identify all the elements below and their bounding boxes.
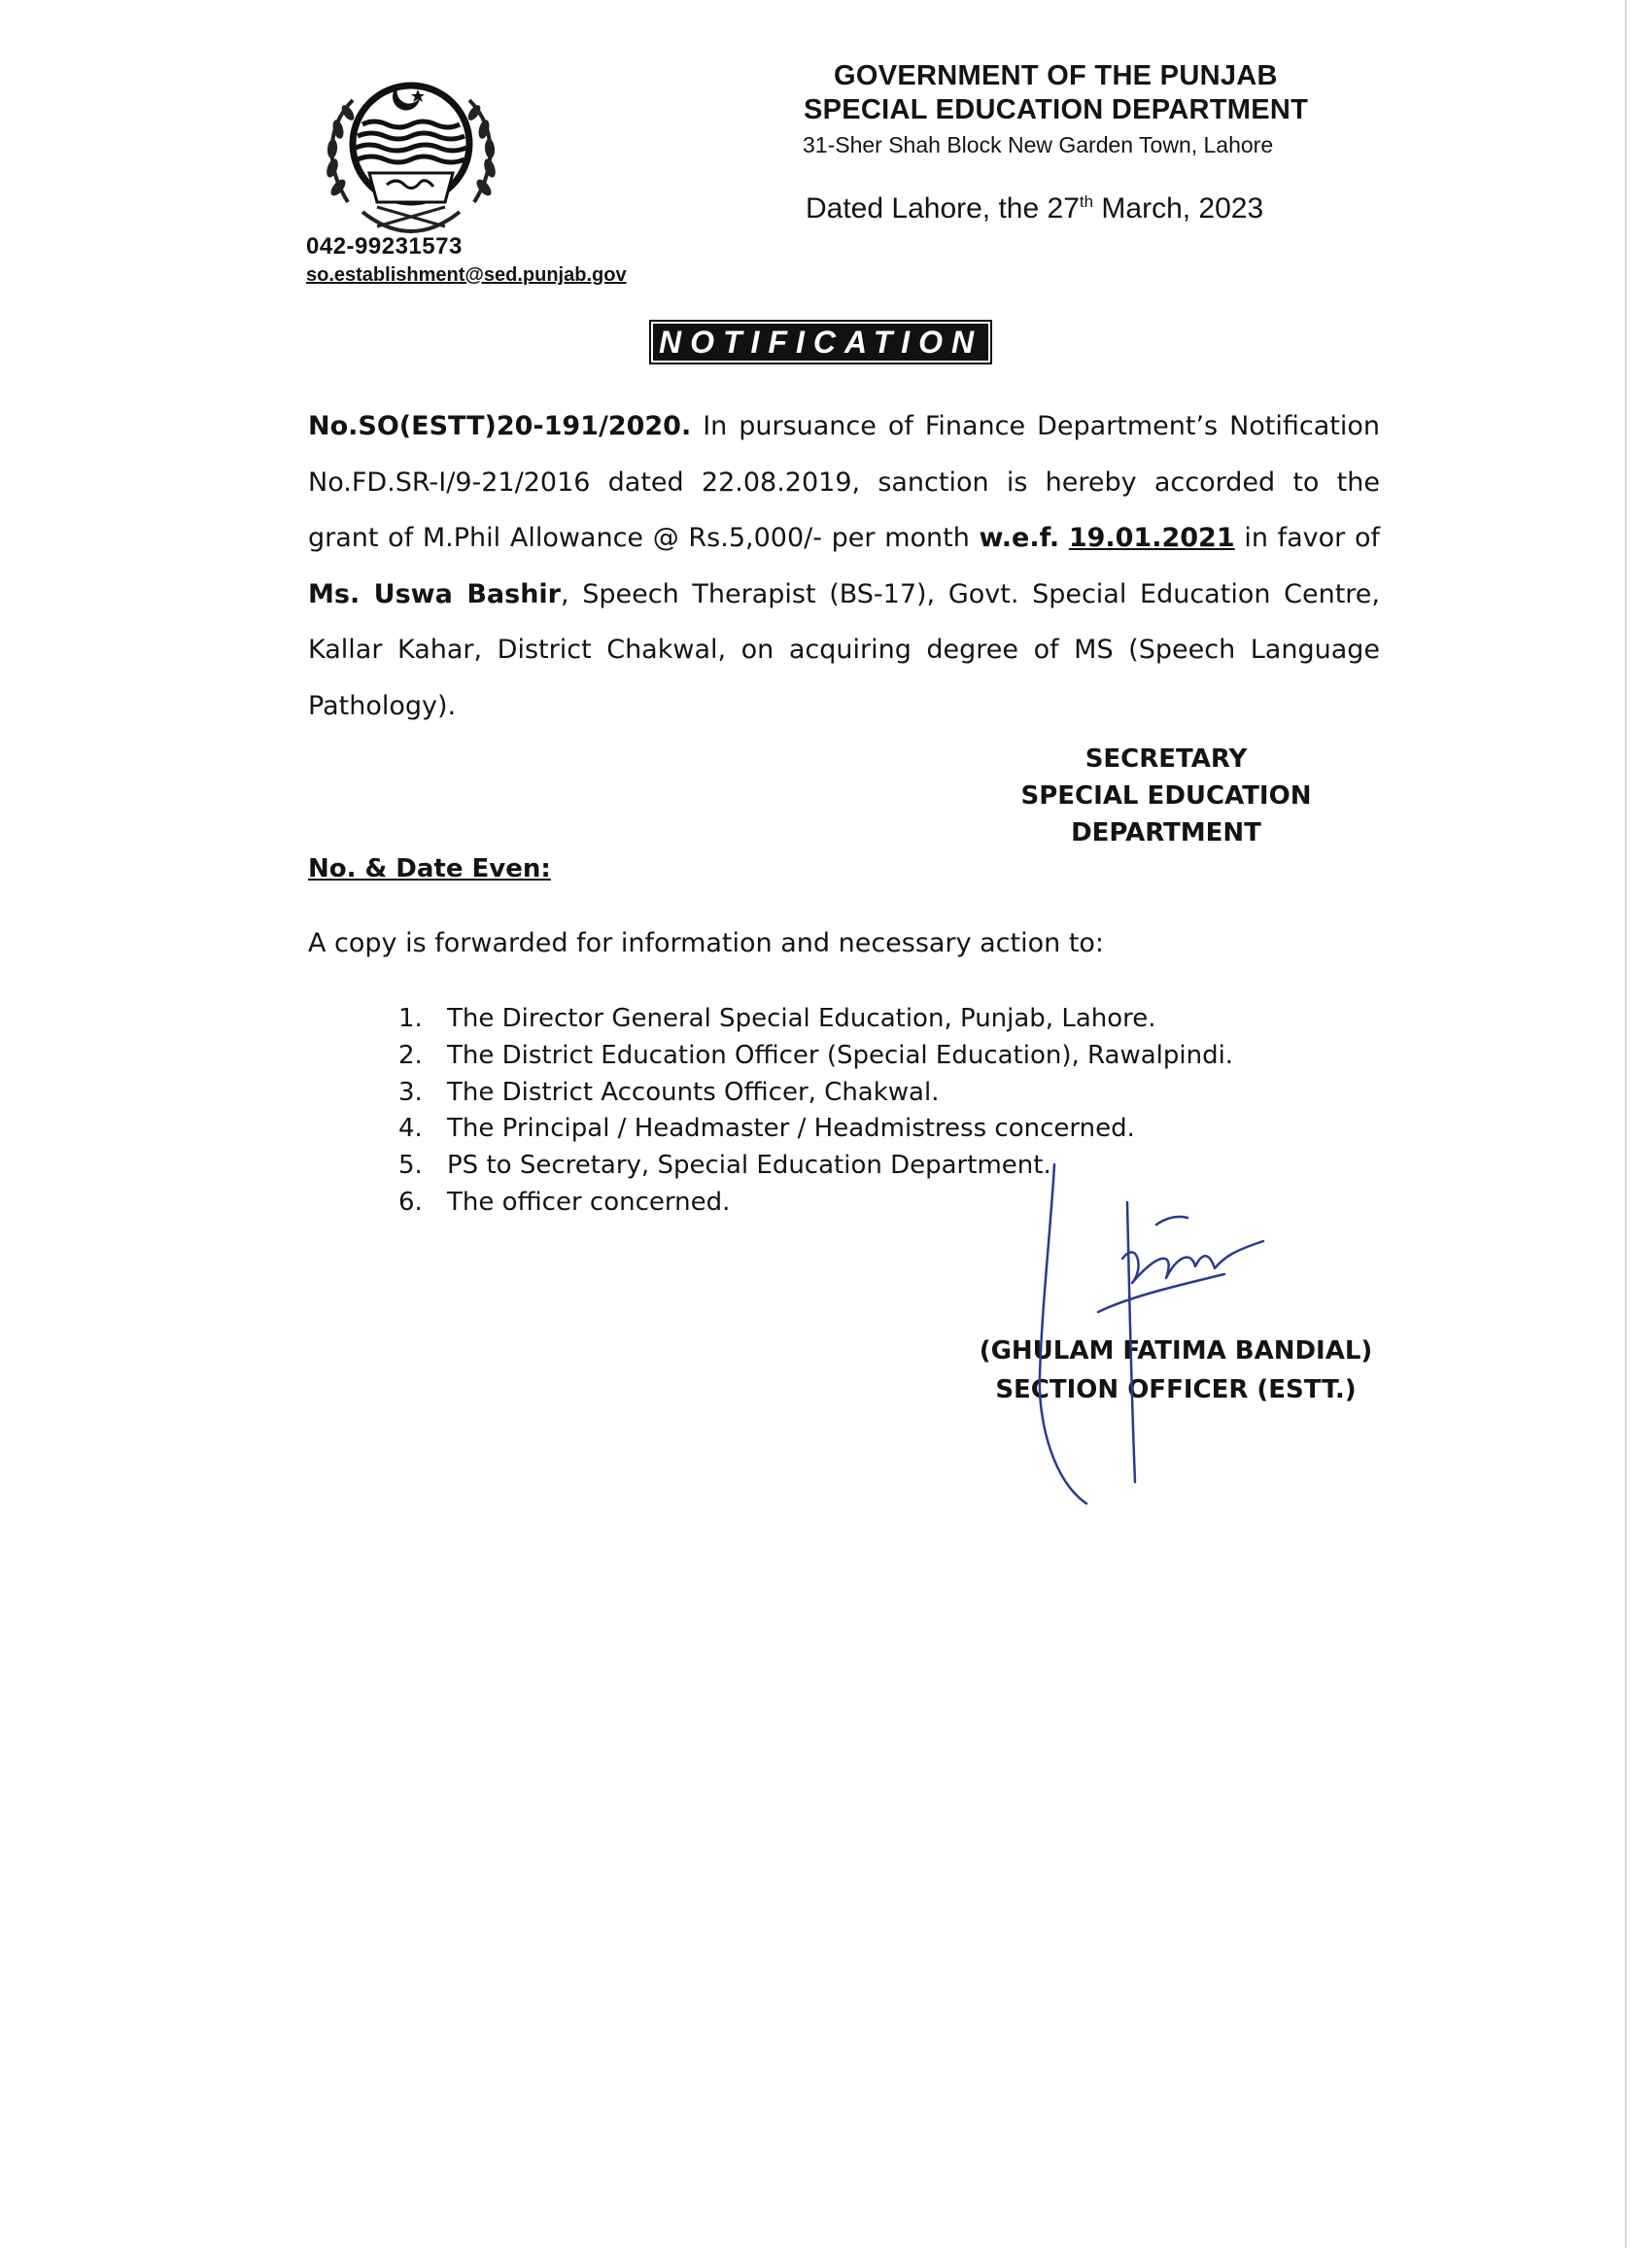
- list-number: 1.: [398, 1004, 423, 1033]
- secretary-line-1: SECRETARY: [1084, 744, 1248, 774]
- list-item: [398, 1001, 1233, 1038]
- list-number: 2.: [398, 1040, 423, 1070]
- dated-superscript: th: [1079, 192, 1094, 211]
- list-item: [398, 1038, 1233, 1075]
- list-text: The District Education Officer (Special Education), Rawalpindi.: [447, 1040, 1234, 1070]
- wef-date: 19.01.2021: [1068, 523, 1235, 553]
- list-text: The Director General Special Education, Punjab, Lahore.: [447, 1004, 1156, 1033]
- dated-prefix: Dated Lahore, the 27: [806, 192, 1080, 225]
- department-address: 31-Sher Shah Block New Garden Town, Lahore: [803, 132, 1274, 157]
- officer-name: (GHULAM FATIMA BANDIAL): [979, 1336, 1373, 1366]
- list-item: [398, 1111, 1233, 1148]
- reference-number: No.SO(ESTT)20-191/2020.: [308, 411, 692, 441]
- secretary-line-3: DEPARTMENT: [1071, 818, 1261, 847]
- list-number: 6.: [398, 1187, 423, 1217]
- dated-line: [806, 192, 1263, 225]
- page-edge: [1625, 0, 1627, 2248]
- notification-body: [308, 398, 1380, 734]
- wef-label: w.e.f.: [979, 523, 1060, 553]
- phone-number: 042-99231573: [306, 233, 463, 259]
- department-title: SPECIAL EDUCATION DEPARTMENT: [804, 94, 1309, 125]
- list-number: 4.: [398, 1114, 423, 1144]
- body-text-1: In pursuance of Finance Department’s Notification No.FD.SR-I/9-21/2016 dated 22.08.2019, sanction is hereby accorded to the grant of M.Phil Allowance @ Rs.5,000/- per month: [308, 411, 1380, 553]
- list-text: PS to Secretary, Special Education Department.: [447, 1151, 1051, 1181]
- list-number: 5.: [398, 1151, 423, 1181]
- list-number: 3.: [398, 1077, 423, 1107]
- list-item: [398, 1075, 1233, 1112]
- secretary-block: [972, 741, 1360, 851]
- body-text-2: in favor of: [1234, 523, 1380, 553]
- handwritten-signature: [1030, 1161, 1312, 1511]
- no-date-even-heading: No. & Date Even:: [308, 854, 551, 883]
- body-text-3: , Speech Therapist (BS-17), Govt. Special Education Centre, Kallar Kahar, District Chakwal, on acquiring degree of MS (Speech Language Pathology).: [308, 578, 1380, 721]
- dated-suffix: March, 2023: [1093, 192, 1264, 225]
- government-title: GOVERNMENT OF THE PUNJAB: [834, 60, 1278, 91]
- secretary-line-2: SPECIAL EDUCATION: [1020, 781, 1312, 811]
- employee-name: Ms. Uswa Bashir: [308, 578, 561, 609]
- officer-designation: SECTION OFFICER (ESTT.): [995, 1375, 1357, 1404]
- email-address: so.establishment@sed.punjab.gov: [306, 264, 627, 286]
- list-text: The officer concerned.: [447, 1187, 731, 1217]
- punjab-emblem-logo: [309, 56, 513, 251]
- copy-forward-intro: A copy is forwarded for information and necessary action to:: [308, 928, 1105, 958]
- list-text: The Principal / Headmaster / Headmistress concerned.: [447, 1114, 1135, 1144]
- notification-title: NOTIFICATION: [653, 324, 988, 361]
- list-text: The District Accounts Officer, Chakwal.: [447, 1077, 940, 1107]
